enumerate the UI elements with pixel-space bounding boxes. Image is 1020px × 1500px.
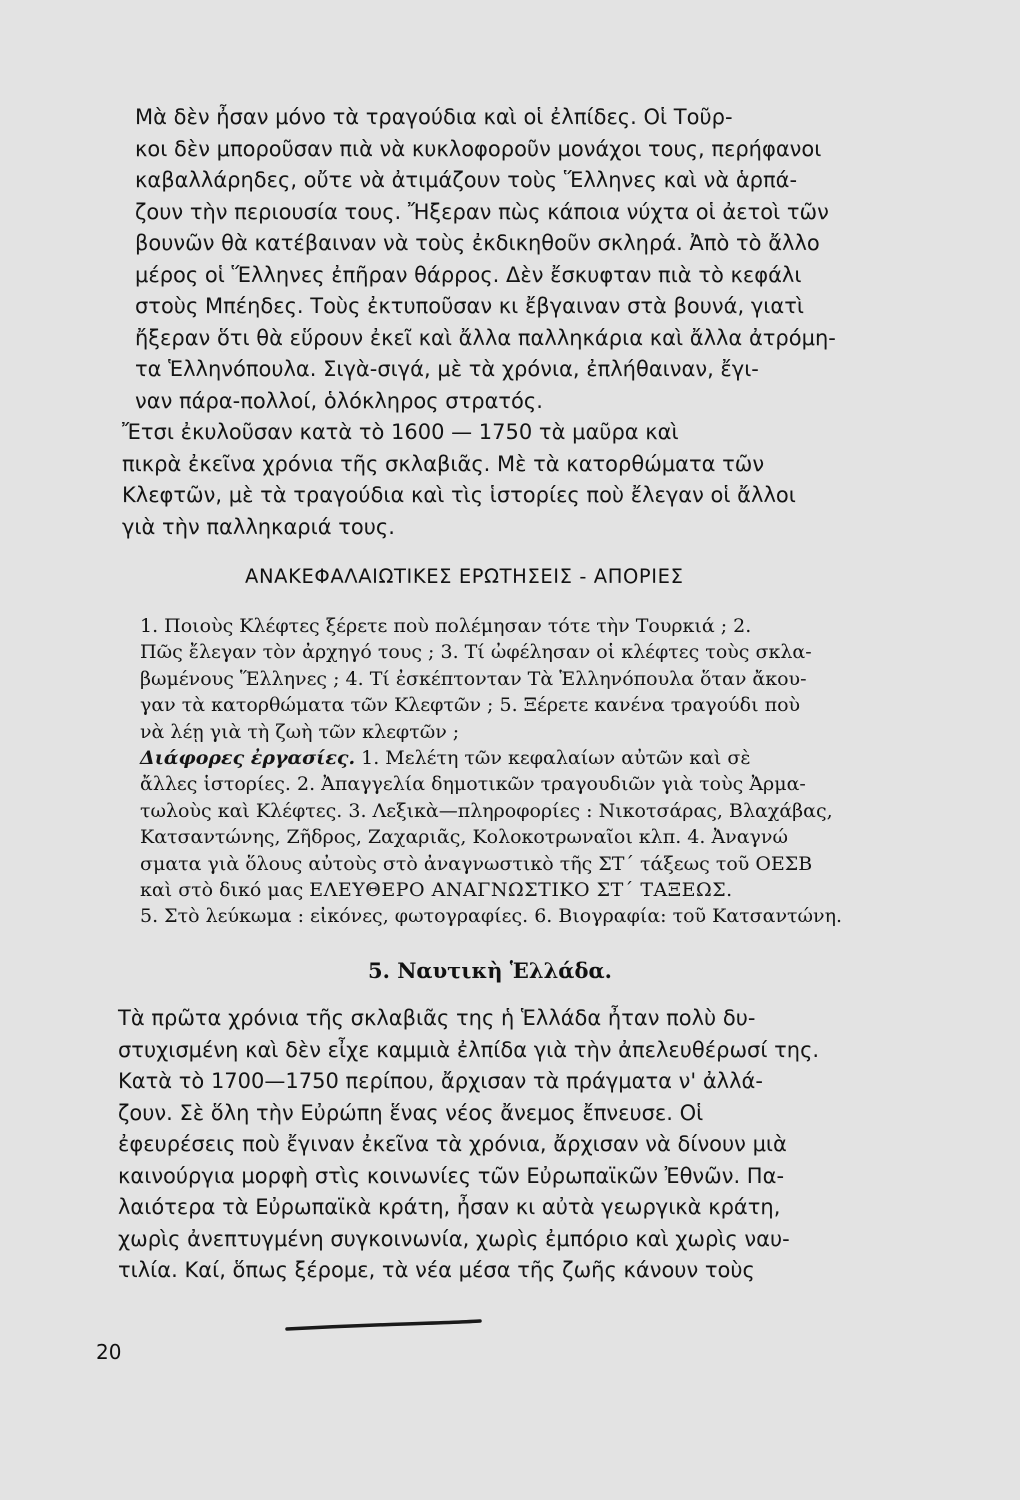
text-line: Πῶς ἔλεγαν τὸν ἀρχηγό τους ; 3. Τί ὠφέλησαν οἱ κλέφτες τοὺς σκλα- xyxy=(140,641,812,664)
text-line: βουνῶν θὰ κατέβαιναν νὰ τοὺς ἐκδικηθοῦν σκληρά. Ἀπὸ τὸ ἄλλο xyxy=(135,231,820,255)
questions-heading: ΑΝΑΚΕΦΑΛΑΙΩΤΙΚΕΣ ΕΡΩΤΗΣΕΙΣ - ΑΠΟΡΙΕΣ xyxy=(245,565,684,588)
text-line: Τὰ πρῶτα χρόνια τῆς σκλαβιᾶς της ἡ Ἑλλάδα ἦταν πολὺ δυ- xyxy=(118,1006,756,1030)
section-title: 5. Ναυτικὴ Ἑλλάδα. xyxy=(368,958,612,983)
book-title: ΕΛΕΥΘΕΡΟ ΑΝΑΓΝΩΣΤΙΚΟ ΣΤ΄ ΤΑΞΕΩΣ. xyxy=(309,878,733,901)
text-line: νὰ λέῃ γιὰ τὴ ζωὴ τῶν κλεφτῶν ; xyxy=(140,720,460,743)
text-line: καινούργια μορφὴ στὶς κοινωνίες τῶν Εὐρωπαϊκῶν Ἐθνῶν. Πα- xyxy=(118,1163,785,1188)
activities-last-line: 5. Στὸ λεύκωμα : εἰκόνες, φωτογραφίες. 6. Βιογραφία: τοῦ Κατσαντώνη. xyxy=(140,905,842,928)
text-line: γιὰ τὴν παλληκαριά τους. xyxy=(122,514,395,539)
text-line: στυχισμένη καὶ δὲν εἶχε καμμιὰ ἐλπίδα γιὰ τὴν ἀπελευθέρωσί της. xyxy=(118,1037,820,1062)
activities-book-line xyxy=(140,877,842,903)
pen-underline-mark xyxy=(285,1317,485,1337)
text-line: ἐφευρέσεις ποὺ ἔγιναν ἐκεῖνα τὰ χρόνια, ἄρχισαν νὰ δίνουν μιὰ xyxy=(118,1132,787,1156)
activities-first-line-rest: 1. Μελέτη τῶν κεφαλαίων αὐτῶν καὶ σὲ xyxy=(355,746,751,769)
text-line: κοι δὲν μποροῦσαν πιὰ νὰ κυκλοφοροῦν μονάχοι τους, περήφανοι xyxy=(135,136,822,161)
text-line: τα Ἑλληνόπουλα. Σιγὰ-σιγά, μὲ τὰ χρόνια, ἐπλήθαιναν, ἔγι- xyxy=(135,357,759,381)
questions-lines xyxy=(140,613,842,745)
text-line: ἄλλες ἱστορίες. 2. Ἀπαγγελία δημοτικῶν τραγουδιῶν γιὰ τοὺς Ἀρμα- xyxy=(140,773,806,796)
text-line: ἤξεραν ὅτι θὰ εὕρουν ἐκεῖ καὶ ἄλλα παλληκάρια καὶ ἄλλα ἀτρόμη- xyxy=(135,325,836,350)
text-line: τιλία. Καί, ὅπως ξέρομε, τὰ νέα μέσα τῆς ζωῆς κάνουν τοὺς xyxy=(118,1258,755,1282)
text-line: 1. Ποιοὺς Κλέφτες ξέρετε ποὺ πολέμησαν τότε τὴν Τουρκιά ; 2. xyxy=(140,615,752,637)
text-line: χωρὶς ἀνεπτυγμένη συγκοινωνία, χωρὶς ἐμπόριο καὶ χωρὶς ναυ- xyxy=(118,1226,790,1251)
text-line: λαιότερα τὰ Εὐρωπαϊκὰ κράτη, ἦσαν κι αὐτὰ γεωργικὰ κράτη, xyxy=(118,1195,781,1219)
text-line: ζουν τὴν περιουσία τους. Ἤξεραν πὼς κάποια νύχτα οἱ ἀετοὶ τῶν xyxy=(135,199,829,224)
text-line: Μὰ δὲν ἦσαν μόνο τὰ τραγούδια καὶ οἱ ἐλπίδες. Οἱ Τοῦρ- xyxy=(135,105,733,129)
paragraph-3 xyxy=(118,1003,819,1287)
page-number: 20 xyxy=(96,1340,122,1364)
activities-lines xyxy=(140,771,842,877)
text-line: μέρος οἱ Ἕλληνες ἐπῆραν θάρρος. Δὲν ἔσκυφταν πιὰ τὸ κεφάλι xyxy=(135,262,802,287)
text-line: στοὺς Μπέηδες. Τοὺς ἐκτυποῦσαν κι ἔβγαιναν στὰ βουνά, γιατὶ xyxy=(135,294,804,318)
activities-label: Διάφορες ἐργασίες. xyxy=(140,746,356,769)
questions-block xyxy=(140,613,842,930)
activities-line-6-prefix: καὶ στὸ δικό μας xyxy=(140,878,310,901)
text-line: καβαλλάρηδες, οὔτε νὰ ἀτιμάζουν τοὺς Ἕλληνες καὶ νὰ ἁρπά- xyxy=(135,168,798,192)
text-line: Κλεφτῶν, μὲ τὰ τραγούδια καὶ τὶς ἱστορίες ποὺ ἔλεγαν οἱ ἄλλοι xyxy=(122,483,796,507)
text-line: Κατὰ τὸ 1700—1750 περίπου, ἄρχισαν τὰ πράγματα ν' ἀλλά- xyxy=(118,1069,763,1093)
paragraph-2 xyxy=(122,417,796,543)
text-line: τωλοὺς καὶ Κλέφτες. 3. Λεξικὰ—πληροφορίες : Νικοτσάρας, Βλαχάβας, xyxy=(140,799,833,822)
text-line: βωμένους Ἕλληνες ; 4. Τί ἐσκέπτονταν Τὰ Ἑλληνόπουλα ὅταν ἄκου- xyxy=(140,667,807,690)
text-line: πικρὰ ἐκεῖνα χρόνια τῆς σκλαβιᾶς. Μὲ τὰ κατορθώματα τῶν xyxy=(122,451,765,476)
text-line: γαν τὰ κατορθώματα τῶν Κλεφτῶν ; 5. Ξέρετε κανένα τραγούδι ποὺ xyxy=(140,694,801,717)
text-line: ζουν. Σὲ ὅλη τὴν Εὐρώπη ἕνας νέος ἄνεμος ἔπνευσε. Οἱ xyxy=(118,1100,704,1125)
activities-first-line xyxy=(140,745,842,771)
text-line: Κατσαντώνης, Ζῆδρος, Ζαχαριᾶς, Κολοκοτρωναῖοι κλπ. 4. Ἀναγνώ xyxy=(140,826,788,849)
text-line: Ἔτσι ἐκυλοῦσαν κατὰ τὸ 1600 — 1750 τὰ μαῦρα καὶ xyxy=(122,420,679,444)
text-line: ναν πάρα-πολλοί, ὁλόκληρος στρατός. xyxy=(135,388,543,413)
paragraph-1 xyxy=(135,102,836,417)
text-line: σματα γιὰ ὅλους αὐτοὺς στὸ ἀναγνωστικὸ τῆς ΣΤ΄ τάξεως τοῦ ΟΕΣΒ xyxy=(140,852,813,875)
